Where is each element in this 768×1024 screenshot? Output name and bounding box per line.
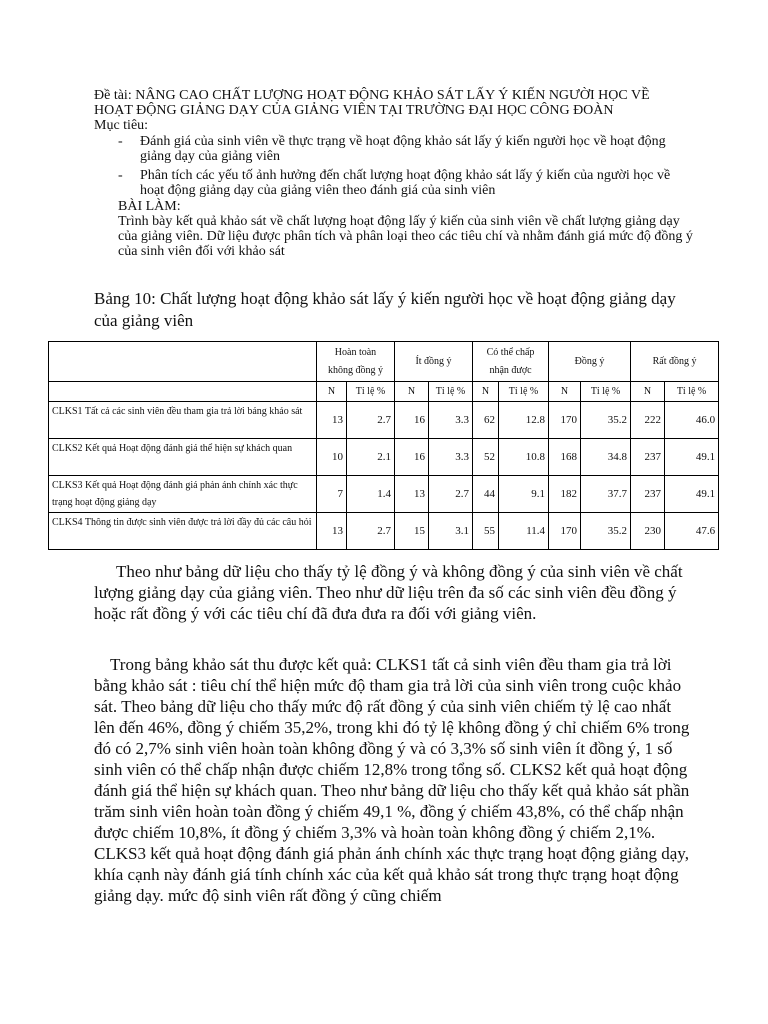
value-cell: 2.1: [347, 439, 395, 476]
value-cell: 182: [549, 476, 581, 513]
objective-item: [94, 168, 694, 198]
value-cell: 2.7: [347, 513, 395, 550]
pct-header: Tỉ lệ %: [347, 382, 395, 402]
pct-header: Tỉ lệ %: [499, 382, 549, 402]
table-row: [49, 513, 719, 550]
table-row: [49, 476, 719, 513]
value-cell: 47.6: [665, 513, 719, 550]
value-cell: 10: [317, 439, 347, 476]
table-row: [49, 402, 719, 439]
group-header: [395, 342, 473, 382]
n-header: N: [631, 382, 665, 402]
value-cell: 37.7: [581, 476, 631, 513]
intro-paragraph: Trình bày kết quả khảo sát về chất lượng hoạt động lấy ý kiến của sinh viên về chất lượng giảng dạy của giảng viên. Dữ liệu được phân tích và phân loại theo các tiêu chí và nhằm đánh giá mức độ đồng ý của sinh viên đối với khảo sát: [118, 214, 693, 259]
n-header: N: [549, 382, 581, 402]
value-cell: 35.2: [581, 402, 631, 439]
value-cell: 12.8: [499, 402, 549, 439]
value-cell: 230: [631, 513, 665, 550]
value-cell: 237: [631, 476, 665, 513]
group-header: [631, 342, 719, 382]
criteria-cell: CLKS1 Tất cả các sinh viên đều tham gia trả lời bảng khảo sát: [49, 402, 317, 439]
value-cell: 237: [631, 439, 665, 476]
group-header: [473, 342, 549, 382]
table-header-row: [49, 342, 719, 382]
table-subheader-row: [49, 382, 719, 402]
pct-header: Tỉ lệ %: [581, 382, 631, 402]
group-header-line: nhận được: [489, 364, 532, 376]
objectives-list: [94, 134, 694, 198]
value-cell: 13: [317, 402, 347, 439]
objective-text: Phân tích các yếu tố ảnh hưởng đến chất lượng hoạt động khảo sát lấy ý kiến của người học về hoạt động giảng dạy của giảng viên theo đánh giá của sinh viên: [140, 168, 671, 198]
pct-header: Tỉ lệ %: [429, 382, 473, 402]
table-row: [49, 439, 719, 476]
value-cell: 13: [317, 513, 347, 550]
bai-lam-heading: BÀI LÀM:: [118, 199, 181, 214]
value-cell: 16: [395, 439, 429, 476]
n-header: N: [317, 382, 347, 402]
value-cell: 34.8: [581, 439, 631, 476]
group-header: [317, 342, 395, 382]
value-cell: 168: [549, 439, 581, 476]
n-header: N: [395, 382, 429, 402]
value-cell: 49.1: [665, 476, 719, 513]
criteria-cell: CLKS3 Kết quả Hoạt động đánh giá phản ánh chính xác thực trạng hoạt động giảng dạy: [49, 476, 317, 513]
group-header-line: Rất đồng ý: [652, 355, 697, 367]
table-caption: Bảng 10: Chất lượng hoạt động khảo sát lấy ý kiến người học về hoạt động giảng dạy của giảng viên: [94, 289, 676, 330]
document-header: [94, 88, 694, 259]
body-paragraph: Theo như bảng dữ liệu cho thấy tỷ lệ đồng ý và không đồng ý của sinh viên về chất lượng giảng dạy của giảng viên. Theo như dữ liệu trên đa số các sinh viên đều đồng ý hoặc rất đồng ý với các tiêu chí đã đưa đưa ra đối với giảng viên.: [94, 562, 683, 623]
objective-item: [94, 134, 694, 164]
value-cell: 2.7: [347, 402, 395, 439]
value-cell: 3.3: [429, 439, 473, 476]
value-cell: 2.7: [429, 476, 473, 513]
criteria-cell: CLKS4 Thông tin được sinh viên được trả lời đầy đủ các câu hỏi: [49, 513, 317, 550]
value-cell: 49.1: [665, 439, 719, 476]
value-cell: 35.2: [581, 513, 631, 550]
group-header-line: Có thể chấp: [486, 346, 535, 358]
value-cell: 3.3: [429, 402, 473, 439]
survey-table: [48, 341, 719, 550]
value-cell: 9.1: [499, 476, 549, 513]
objective-text: Đánh giá của sinh viên về thực trạng về hoạt động khảo sát lấy ý kiến người học về hoạt động giảng dạy của giảng viên: [140, 134, 666, 164]
value-cell: 62: [473, 402, 499, 439]
bullet-dash: -: [118, 134, 123, 149]
group-header-line: Ít đồng ý: [415, 355, 452, 367]
pct-header: Tỉ lệ %: [665, 382, 719, 402]
criteria-header-cell: [49, 342, 317, 382]
group-header-line: Hoàn toàn: [334, 346, 377, 358]
value-cell: 222: [631, 402, 665, 439]
objectives-label: Mục tiêu:: [94, 118, 149, 133]
body-paragraph: Trong bảng khảo sát thu được kết quả: CLKS1 tất cả sinh viên đều tham gia trả lời bằng khảo sát : tiêu chí thể hiện mức độ tham gia trả lời của sinh viên trong cuộc khảo sát. Theo bảng dữ liệu cho thấy mức độ rất đồng ý của sinh viên chiếm tỷ lệ cao nhất lên đến 46%, đồng ý chiếm 35,2%, trong khi đó tỷ lệ không đồng ý chỉ chiếm 6% trong đó có 2,7% sinh viên hoàn toàn không đồng ý và có 3,3% số sinh viên ít đồng ý, 1 số sinh viên có thể chấp nhận được chiếm 12,8% trong tổng số. CLKS2 kết quả hoạt động đánh giá thể hiện sự khách quan. Theo như bảng dữ liệu cho thấy kết quả khảo sát phần trăm sinh viên hoàn toàn đồng ý chiếm 49,1 %, đồng ý chiếm 43,8%, có thể chấp nhận được chiếm 10,8%, ít đồng ý chiếm 3,3% và hoàn toàn không đồng ý chiếm 2,1%. CLKS3 kết quả hoạt động đánh giá phản ánh chính xác thực trạng hoạt động giảng dạy, khía cạnh này đánh giá tính chính xác của kết quả khảo sát trong thực trạng hoạt động giảng dạy. mức độ sinh viên rất đồng ý cũng chiếm: [94, 655, 690, 905]
value-cell: 170: [549, 402, 581, 439]
value-cell: 55: [473, 513, 499, 550]
group-header-line: không đồng ý: [328, 364, 383, 376]
value-cell: 3.1: [429, 513, 473, 550]
value-cell: 10.8: [499, 439, 549, 476]
value-cell: 46.0: [665, 402, 719, 439]
criteria-cell: CLKS2 Kết quả Hoạt động đánh giá thể hiện sự khách quan: [49, 439, 317, 476]
value-cell: 16: [395, 402, 429, 439]
criteria-subheader-cell: [49, 382, 317, 402]
group-header: [549, 342, 631, 382]
n-header: N: [473, 382, 499, 402]
value-cell: 170: [549, 513, 581, 550]
value-cell: 52: [473, 439, 499, 476]
value-cell: 13: [395, 476, 429, 513]
bullet-dash: -: [118, 168, 123, 183]
value-cell: 15: [395, 513, 429, 550]
value-cell: 1.4: [347, 476, 395, 513]
topic-title: Đề tài: NÂNG CAO CHẤT LƯỢNG HOẠT ĐỘNG KHẢO SÁT LẤY Ý KIẾN NGƯỜI HỌC VỀ HOẠT ĐỘNG GIẢNG DẠY CỦA GIẢNG VIÊN TẠI TRƯỜNG ĐẠI HỌC CÔNG ĐOÀN: [94, 88, 650, 118]
value-cell: 11.4: [499, 513, 549, 550]
value-cell: 7: [317, 476, 347, 513]
value-cell: 44: [473, 476, 499, 513]
group-header-line: Đồng ý: [574, 355, 605, 367]
